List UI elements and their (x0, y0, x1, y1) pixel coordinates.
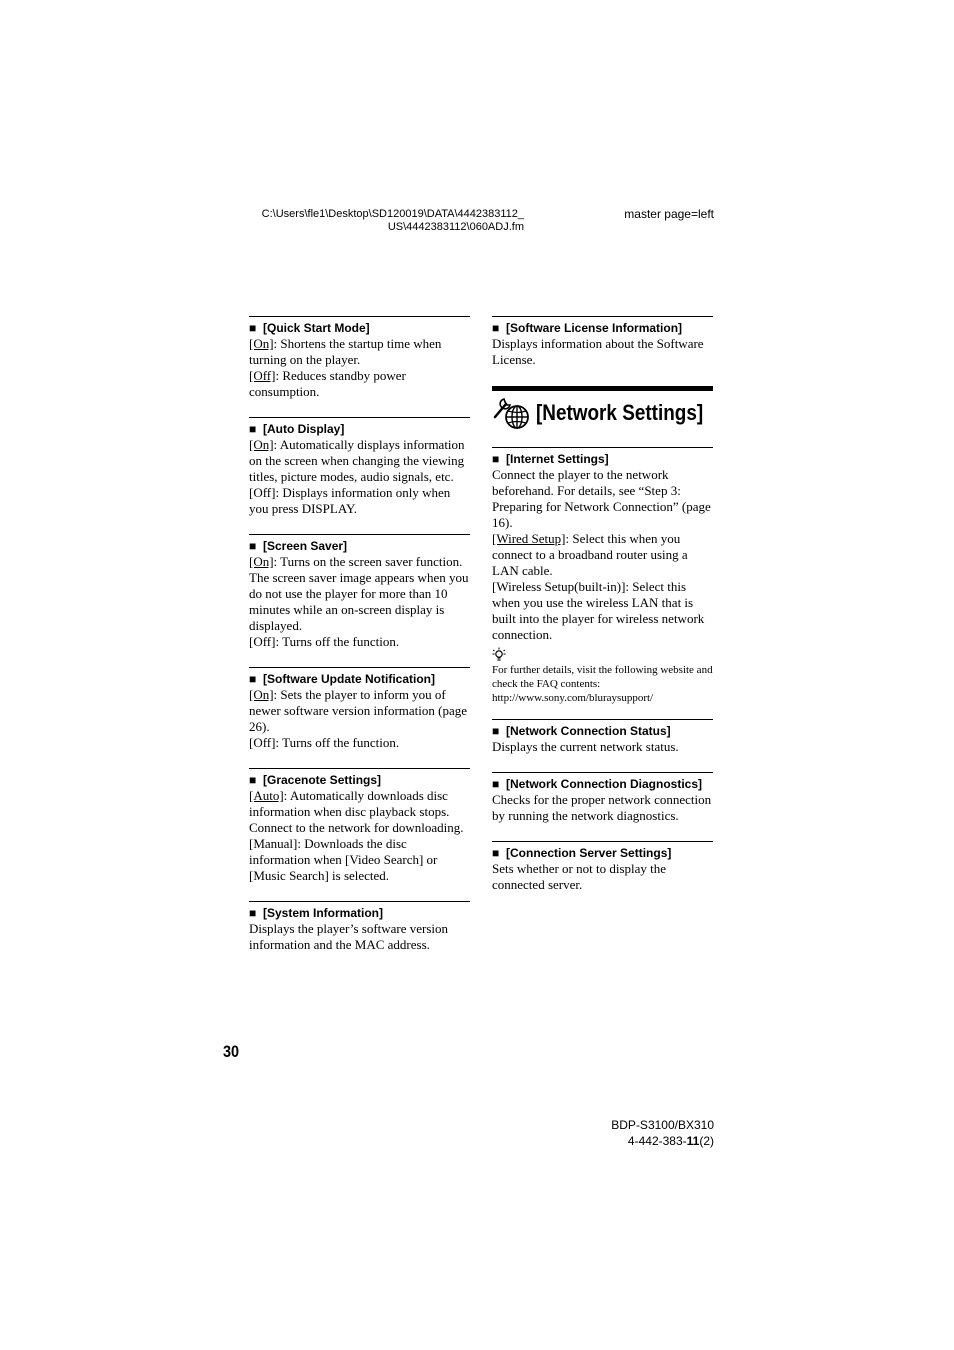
bullet-square: ■ (492, 777, 500, 791)
section-title: [Screen Saver] (263, 539, 348, 553)
default-option: [Wired Setup] (492, 531, 566, 546)
default-option: [Off] (249, 368, 276, 383)
network-settings-title: [Network Settings] (536, 400, 704, 425)
section-title: [Software License Information] (506, 321, 683, 335)
section-title: [Network Connection Diagnostics] (506, 777, 703, 791)
default-option: [On] (249, 437, 274, 452)
file-path (252, 208, 524, 234)
default-option: [On] (249, 554, 274, 569)
section-auto-display: ■ [Auto Display] [On]: Automatically displays information on the screen when changing the viewing titles, picture modes, audio signals, etc. [Off]: Displays information only when you press DISPLAY. (249, 417, 470, 517)
bullet-square: ■ (249, 539, 257, 553)
section-system-information: ■ [System Information] Displays the player’s software version information and the MAC address. (249, 901, 470, 953)
default-option: [Auto] (249, 788, 284, 803)
default-option: [On] (249, 336, 274, 351)
hint-note: For further details, visit the following website and check the FAQ contents: http://www.sony.com/bluraysupport/ (492, 647, 713, 705)
section-network-connection-diagnostics: ■ [Network Connection Diagnostics] Checks for the proper network connection by running the network diagnostics. (492, 772, 713, 824)
network-settings-icon (492, 395, 532, 431)
master-page-label: master page=left (624, 207, 714, 221)
section-title: [Connection Server Settings] (506, 846, 672, 860)
bullet-square: ■ (492, 452, 500, 466)
left-column (249, 316, 470, 970)
bullet-square: ■ (249, 321, 257, 335)
bullet-square: ■ (492, 724, 500, 738)
section-software-license-information: ■ [Software License Information] Displays information about the Software License. (492, 316, 713, 368)
section-internet-settings: ■ [Internet Settings] Connect the player to the network beforehand. For details, see “Step 3: Preparing for Network Connection” (page 16). [Wired Setup]: Select this when you connect to a broadband router using a LAN cable. [Wireless Setup(built-in)]: Select this when you use the wireless LAN that is built into the player for wireless network connection. For further details, visit the following website and check the FAQ contents: http://www.sony.com/bluraysupport/ (492, 447, 713, 705)
bullet-square: ■ (249, 773, 257, 787)
section-connection-server-settings: ■ [Connection Server Settings] Sets whether or not to display the connected server. (492, 841, 713, 893)
section-title: [Network Connection Status] (506, 724, 671, 738)
section-software-update-notification: ■ [Software Update Notification] [On]: Sets the player to inform you of newer software version information (page 26). [Off]: Turns off the function. (249, 667, 470, 751)
section-title: [Software Update Notification] (263, 672, 436, 686)
default-option: [On] (249, 687, 274, 702)
document-code: 4-442-383-11(2) (627, 1134, 714, 1148)
bullet-square: ■ (249, 906, 257, 920)
file-path-line1: C:\Users\fle1\Desktop\SD120019\DATA\4442383112_ (261, 208, 524, 220)
right-column (492, 316, 713, 910)
section-title: [Internet Settings] (506, 452, 609, 466)
bullet-square: ■ (492, 846, 500, 860)
model-number: BDP-S3100/BX310 (611, 1118, 714, 1132)
bullet-square: ■ (249, 422, 257, 436)
section-title: [Auto Display] (263, 422, 345, 436)
section-quick-start-mode: ■ [Quick Start Mode] [On]: Shortens the startup time when turning on the player. [Off]: Reduces standby power consumption. (249, 316, 470, 400)
bullet-square: ■ (249, 672, 257, 686)
page-number: 30 (223, 1042, 240, 1061)
network-settings-heading (492, 386, 713, 431)
section-title: [System Information] (263, 906, 384, 920)
file-path-line2: US\4442383112\060ADJ.fm (387, 221, 524, 233)
section-screen-saver: ■ [Screen Saver] [On]: Turns on the screen saver function. The screen saver image appears when you do not use the player for more than 10 minutes while an on-screen display is displayed. [Off]: Turns off the function. (249, 534, 470, 650)
lightbulb-icon (492, 647, 506, 663)
section-gracenote-settings: ■ [Gracenote Settings] [Auto]: Automatically downloads disc information when disc playback stops. Connect to the network for downloading. [Manual]: Downloads the disc information when [Video Search] or [Music Search] is selected. (249, 768, 470, 884)
section-network-connection-status: ■ [Network Connection Status] Displays the current network status. (492, 719, 713, 755)
bullet-square: ■ (492, 321, 500, 335)
section-title: [Gracenote Settings] (263, 773, 382, 787)
section-title: [Quick Start Mode] (263, 321, 370, 335)
support-url: http://www.sony.com/bluraysupport/ (492, 692, 654, 704)
